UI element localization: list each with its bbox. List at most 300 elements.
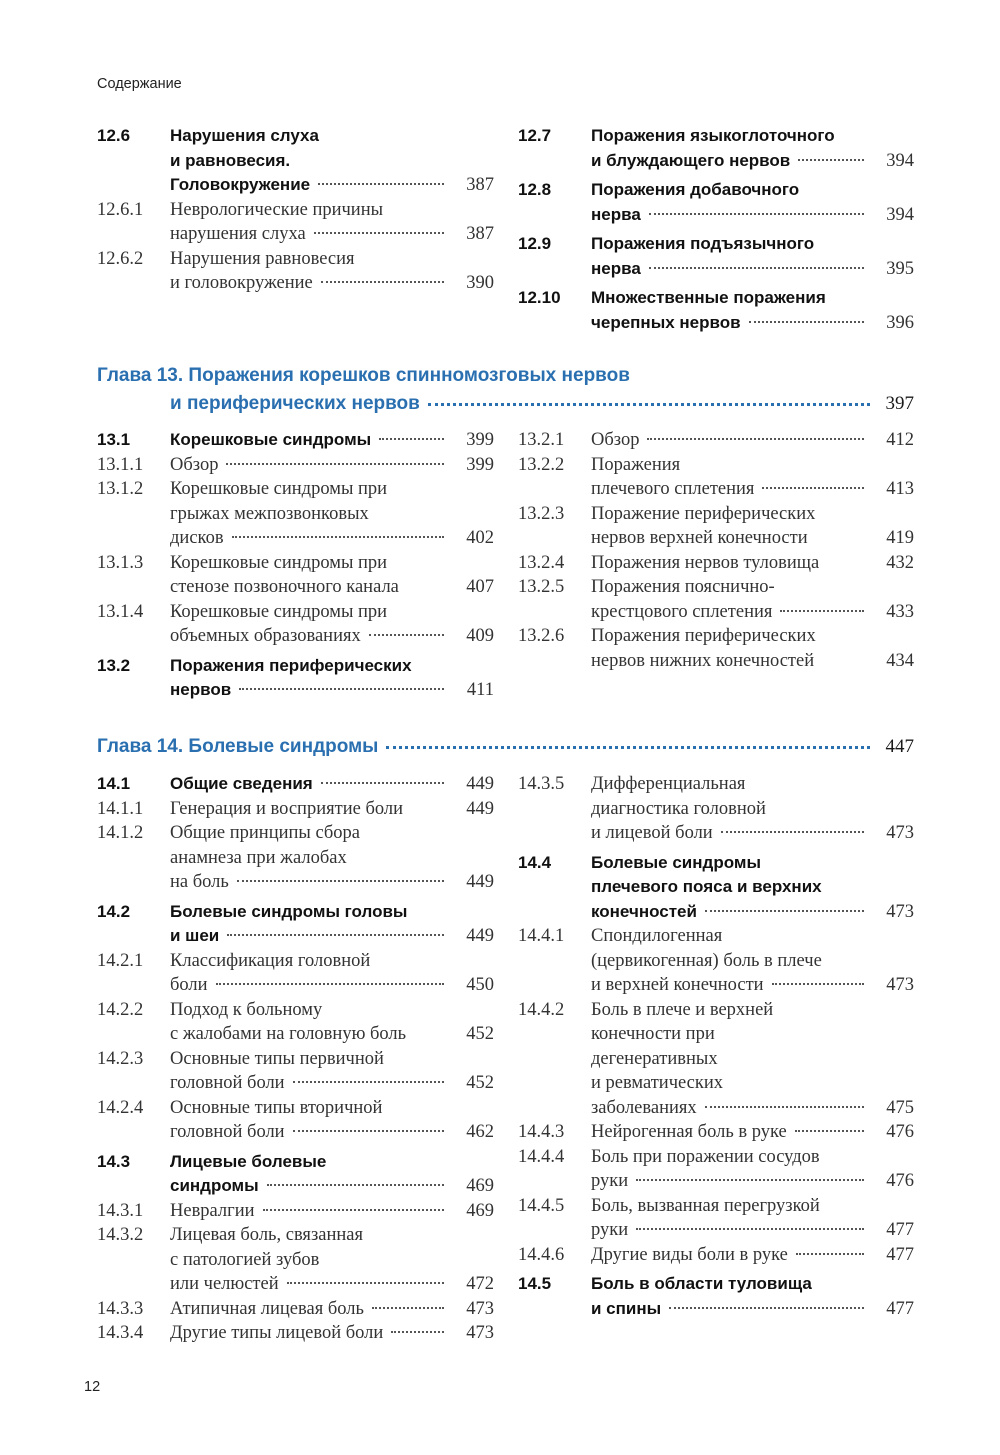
entry-title-line: Боль при поражении сосудов [591, 1146, 820, 1167]
section-number: 14.3.4 [97, 1323, 144, 1343]
dot-leader [772, 983, 864, 985]
entry-page-number: 475 [886, 1097, 914, 1118]
section-number: 14.3.2 [97, 1225, 144, 1245]
entry-title [591, 924, 914, 998]
entry-title [591, 232, 914, 281]
toc-entry[interactable] [97, 772, 494, 797]
section-number: 14.2.3 [97, 1048, 144, 1069]
toc-entry[interactable] [97, 1096, 494, 1145]
entry-title [170, 600, 494, 649]
dot-leader [239, 688, 444, 690]
running-head: Содержание [97, 76, 182, 92]
dot-leader [669, 1307, 864, 1309]
entry-title-line: Поражения добавочного [591, 180, 800, 199]
dot-leader [287, 1282, 444, 1284]
entry-page-number: 396 [886, 312, 914, 333]
toc-entry[interactable] [518, 286, 914, 335]
dot-leader [321, 281, 444, 283]
section-number: 14.3.3 [97, 1298, 144, 1319]
toc-column [518, 124, 914, 335]
entry-title-line: Подход к больному [170, 999, 323, 1020]
entry-title-line: Болевые синдромы [591, 852, 761, 872]
entry-title [591, 502, 914, 551]
entry-title [591, 624, 914, 673]
section-number: 14.4.3 [518, 1122, 565, 1142]
entry-title [170, 1223, 494, 1297]
entry-page-number: 409 [466, 626, 494, 646]
section-number: 14.2.1 [97, 950, 144, 971]
entry-title-line: Поражение периферических [591, 503, 816, 524]
entry-title-line: черепных нервов [591, 312, 741, 332]
section-number: 12.9 [518, 234, 552, 253]
section-number: 14.2 [97, 901, 131, 921]
dot-leader [705, 1106, 864, 1108]
section-number: 13.1.2 [97, 479, 144, 499]
toc-entry[interactable] [97, 998, 494, 1047]
entry-title [170, 551, 494, 600]
section-number: 12.6.2 [97, 248, 144, 269]
entry-title-line: дегенеративных [591, 1048, 718, 1069]
section-number: 13.2 [97, 655, 131, 675]
toc-entry[interactable] [97, 1223, 494, 1297]
entry-title-line: нервов [170, 680, 232, 699]
entry-title [591, 575, 914, 624]
entry-title-line: Множественные поражения [591, 288, 826, 307]
entry-page-number: 394 [886, 204, 914, 225]
entry-page-number: 472 [466, 1274, 494, 1294]
entry-title-line: синдромы [170, 1176, 259, 1195]
chapter-page-number: 447 [885, 736, 914, 757]
entry-title [170, 247, 494, 296]
entry-title [591, 998, 914, 1121]
entry-page-number: 432 [886, 552, 914, 573]
entry-page-number: 449 [466, 872, 494, 892]
toc-entry[interactable] [97, 247, 494, 296]
entry-title-line: и равновесия. [170, 150, 291, 170]
dot-leader [232, 536, 444, 538]
dot-leader [636, 1179, 864, 1181]
dot-leader [391, 1331, 444, 1333]
entry-page-number: 452 [466, 1073, 494, 1093]
entry-page-number: 452 [466, 1024, 494, 1044]
entry-title-line: с патологией зубов [170, 1249, 320, 1270]
section-number: 13.2.2 [518, 454, 565, 475]
entry-title-line: Генерация и восприятие боли [170, 798, 403, 819]
entry-title-line: плечевого пояса и верхних [591, 877, 822, 896]
entry-title-line: дисков [170, 528, 224, 548]
section-number: 14.3 [97, 1151, 131, 1171]
dot-leader [293, 1081, 444, 1083]
entry-title-line: Обзор [170, 454, 219, 475]
toc-entry[interactable] [518, 178, 914, 227]
section-number: 14.2.2 [97, 999, 144, 1020]
entry-title [591, 453, 914, 502]
entry-title-line: Боль в плече и верхней [591, 999, 774, 1020]
entry-title-line: конечности при [591, 1024, 715, 1044]
entry-title-line: Лицевые болевые [170, 1151, 327, 1171]
entry-page-number: 462 [466, 1122, 494, 1142]
toc-entry[interactable] [97, 821, 494, 895]
entry-page-number: 399 [466, 430, 494, 450]
entry-title-line: объемных образованиях [170, 626, 361, 646]
dot-leader [647, 438, 864, 440]
entry-title-line: головной боли [170, 1122, 285, 1142]
dot-leader [321, 782, 444, 784]
section-number: 14.4.4 [518, 1146, 565, 1167]
entry-title-line: Поражения периферических [170, 655, 412, 675]
entry-title-line: Другие типы лицевой боли [170, 1323, 384, 1343]
dot-leader [649, 267, 864, 269]
entry-title-line: Поражения языкоглоточного [591, 126, 835, 145]
entry-title [170, 797, 494, 822]
entry-title-line: Обзор [591, 430, 640, 450]
entry-title [170, 1297, 494, 1322]
chapter-14-heading[interactable] [97, 733, 914, 761]
entry-title-line: руки [591, 1220, 629, 1240]
section-number: 13.1.4 [97, 601, 144, 622]
entry-title [591, 1120, 914, 1145]
dot-leader [372, 1307, 444, 1309]
entry-title-line: и ревматических [591, 1073, 724, 1093]
toc-entry[interactable] [518, 1243, 914, 1268]
section-number: 13.2.3 [518, 503, 565, 524]
entry-title-line: Спондилогенная [591, 926, 723, 946]
toc-entry[interactable] [518, 551, 914, 576]
entry-title-line: крестцового сплетения [591, 601, 773, 622]
entry-title-line: (цервикогенная) боль в плече [591, 950, 822, 971]
toc-entry[interactable] [518, 924, 914, 998]
section-number: 14.3.1 [97, 1200, 144, 1221]
dot-leader [227, 934, 444, 936]
entry-title-line: нарушения слуха [170, 224, 306, 244]
entry-page-number: 449 [466, 798, 494, 819]
entry-title [591, 1272, 914, 1321]
section-number: 14.5 [518, 1274, 552, 1293]
dot-leader [795, 1130, 864, 1132]
entry-title-line: Дифференциальная [591, 774, 746, 794]
toc-entry[interactable] [518, 124, 914, 173]
toc-column [97, 428, 494, 703]
dot-leader [263, 1209, 444, 1211]
entry-title [170, 428, 494, 453]
dot-leader [293, 1130, 444, 1132]
entry-title-line: Корешковые синдромы при [170, 552, 388, 573]
entry-page-number: 411 [466, 680, 494, 700]
section-number: 14.1 [97, 774, 131, 793]
entry-title [170, 453, 494, 478]
section-number: 13.2.1 [518, 430, 565, 450]
toc-entry[interactable] [97, 600, 494, 649]
toc-column [97, 124, 494, 296]
dot-leader [721, 831, 864, 833]
entry-title-line: с жалобами на головную боль [170, 1024, 407, 1044]
entry-title [170, 1150, 494, 1199]
toc-column [518, 428, 914, 673]
section-number: 14.4.5 [518, 1195, 565, 1216]
entry-title [170, 124, 494, 198]
entry-title-line: Боль, вызванная перегрузкой [591, 1195, 820, 1216]
section-number: 14.1.2 [97, 823, 144, 843]
toc-entry[interactable] [97, 1297, 494, 1322]
entry-page-number: 387 [466, 224, 494, 244]
toc-entry[interactable] [518, 453, 914, 502]
entry-title-line: руки [591, 1171, 629, 1191]
entry-title-line: или челюстей [170, 1274, 279, 1294]
entry-title-line: Общие сведения [170, 774, 313, 793]
entry-page-number: 477 [886, 1244, 914, 1265]
entry-title [591, 178, 914, 227]
entry-title-line: конечностей [591, 901, 697, 921]
entry-page-number: 402 [466, 528, 494, 548]
entry-title-line: и шеи [170, 926, 220, 945]
toc-entry[interactable] [97, 453, 494, 478]
dot-leader [379, 438, 444, 440]
entry-title-line: анамнеза при жалобах [170, 847, 347, 868]
entry-title-line: Общие принципы сбора [170, 823, 361, 843]
toc-entry[interactable] [97, 654, 494, 703]
toc-entry[interactable] [518, 1145, 914, 1194]
section-number: 14.3.5 [518, 774, 565, 794]
entry-title-line: и спины [591, 1298, 662, 1318]
toc-entry[interactable] [97, 477, 494, 551]
entry-title [591, 124, 914, 173]
entry-title-line: диагностика головной [591, 798, 766, 819]
section-number: 13.2.6 [518, 626, 565, 646]
entry-page-number: 407 [466, 577, 494, 597]
chapter-title-line [97, 362, 914, 390]
dot-leader [226, 463, 444, 465]
toc-entry[interactable] [97, 1321, 494, 1346]
entry-title-line: Атипичная лицевая боль [170, 1298, 364, 1319]
section-number: 13.2.4 [518, 552, 565, 573]
section-number: 14.2.4 [97, 1097, 144, 1118]
entry-page-number: 387 [466, 175, 494, 195]
section-number: 13.1 [97, 430, 131, 449]
dot-leader [796, 1253, 864, 1255]
toc-entry[interactable] [518, 232, 914, 281]
section-number: 12.6.1 [97, 199, 144, 220]
entry-title [591, 1194, 914, 1243]
entry-title-line: Поражения периферических [591, 626, 816, 646]
entry-title [591, 428, 914, 453]
toc-entry[interactable] [518, 772, 914, 846]
chapter-13-heading[interactable] [97, 362, 914, 418]
entry-title-line: Поражения нервов туловища [591, 552, 820, 573]
toc-entry[interactable] [518, 575, 914, 624]
toc-entry[interactable] [518, 998, 914, 1121]
entry-title [591, 851, 914, 925]
entry-page-number: 413 [886, 479, 914, 499]
entry-page-number: 473 [886, 901, 914, 922]
chapter-title-line [97, 390, 914, 418]
chapter-title: Глава 13. Поражения корешков спинномозговых нервов [97, 365, 630, 386]
section-number: 14.4.2 [518, 999, 565, 1020]
section-number: 12.8 [518, 180, 552, 199]
toc-entry[interactable] [518, 851, 914, 925]
section-number: 12.6 [97, 126, 131, 145]
entry-title-line: Нейрогенная боль в руке [591, 1122, 787, 1142]
dot-leader [267, 1184, 444, 1186]
entry-title [591, 286, 914, 335]
entry-title [170, 1047, 494, 1096]
entry-title-line: Основные типы вторичной [170, 1097, 383, 1118]
toc-entry[interactable] [97, 124, 494, 198]
dot-leader [649, 213, 864, 215]
toc-column [97, 772, 494, 1346]
toc-entry[interactable] [97, 1199, 494, 1224]
entry-title [170, 949, 494, 998]
entry-title-line: и лицевой боли [591, 823, 713, 843]
toc-entry[interactable] [518, 1194, 914, 1243]
toc-entry[interactable] [97, 1150, 494, 1199]
entry-page-number: 449 [466, 774, 494, 794]
entry-title-line: грыжах межпозвонковых [170, 503, 369, 524]
entry-page-number: 476 [886, 1171, 914, 1191]
entry-title-line: Неврологические причины [170, 199, 384, 220]
entry-page-number: 395 [886, 258, 914, 279]
entry-page-number: 390 [466, 273, 494, 293]
entry-page-number: 412 [886, 430, 914, 450]
chapter-title-cont: и периферических нервов [170, 393, 420, 414]
dot-leader [216, 983, 444, 985]
dot-leader [762, 487, 864, 489]
entry-title [170, 1096, 494, 1145]
entry-page-number: 477 [886, 1220, 914, 1240]
dot-leader [237, 880, 444, 882]
entry-title [170, 998, 494, 1047]
entry-title-line: Классификация головной [170, 950, 371, 971]
entry-title-line: и головокружение [170, 273, 313, 293]
entry-title-line: Болевые синдромы головы [170, 901, 408, 921]
section-number: 13.1.3 [97, 552, 144, 573]
dot-leader [428, 403, 870, 406]
entry-page-number: 399 [466, 454, 494, 475]
entry-title-line: Поражения [591, 454, 681, 475]
entry-title-line: Поражения пояснично- [591, 577, 775, 597]
entry-title-line: Корешковые синдромы [170, 430, 372, 449]
toc-entry[interactable] [518, 1120, 914, 1145]
dot-leader [636, 1228, 864, 1230]
entry-title [170, 900, 494, 949]
section-number: 14.4.1 [518, 926, 565, 946]
toc-entry[interactable] [97, 1047, 494, 1096]
entry-title-line: головной боли [170, 1073, 285, 1093]
entry-title [170, 1321, 494, 1346]
entry-title-line: на боль [170, 872, 229, 892]
dot-leader [318, 183, 444, 185]
entry-title-line: и блуждающего нервов [591, 150, 791, 170]
entry-title-line: нерва [591, 204, 641, 224]
toc-entry[interactable] [97, 198, 494, 247]
dot-leader [798, 159, 864, 161]
toc-column [518, 772, 914, 1321]
chapter-title-line [97, 733, 914, 761]
section-number: 12.7 [518, 126, 552, 145]
dot-leader [749, 321, 864, 323]
entry-title-line: Основные типы первичной [170, 1048, 384, 1069]
entry-page-number: 469 [466, 1200, 494, 1221]
section-number: 13.1.1 [97, 454, 144, 475]
section-number: 12.10 [518, 288, 561, 307]
entry-page-number: 473 [466, 1323, 494, 1343]
entry-title-line: стенозе позвоночного канала [170, 577, 399, 597]
entry-title-line: заболеваниях [591, 1097, 697, 1118]
entry-title [591, 1145, 914, 1194]
entry-title-line: Нарушения равновесия [170, 248, 355, 269]
section-number: 14.1.1 [97, 798, 144, 819]
entry-title-line: Лицевая боль, связанная [170, 1225, 363, 1245]
entry-page-number: 469 [466, 1176, 494, 1196]
entry-title-line: боли [170, 975, 208, 995]
toc-entry[interactable] [518, 1272, 914, 1321]
entry-title [170, 1199, 494, 1224]
toc-entry[interactable] [97, 797, 494, 822]
section-number: 14.4.6 [518, 1244, 565, 1265]
entry-title [170, 654, 494, 703]
entry-page-number: 433 [886, 601, 914, 622]
entry-page-number: 476 [886, 1122, 914, 1142]
entry-page-number: 473 [886, 823, 914, 843]
entry-page-number: 394 [886, 150, 914, 171]
toc-entry[interactable] [518, 502, 914, 551]
entry-title-line: нервов верхней конечности [591, 528, 808, 548]
entry-title-line: и верхней конечности [591, 975, 764, 995]
entry-title [591, 1243, 914, 1268]
toc-entry[interactable] [518, 624, 914, 673]
dot-leader [369, 634, 444, 636]
entry-title-line: Поражения подъязычного [591, 234, 815, 253]
chapter-page-number: 397 [885, 393, 914, 414]
dot-leader [705, 910, 864, 912]
dot-leader [314, 232, 444, 234]
entry-title-line: Головокружение [170, 175, 311, 194]
entry-page-number: 434 [886, 650, 914, 671]
entry-title-line: Корешковые синдромы при [170, 601, 388, 622]
entry-page-number: 450 [466, 975, 494, 995]
entry-title-line: нервов нижних конечностей [591, 650, 815, 671]
page-number: 12 [84, 1379, 101, 1395]
entry-title [170, 772, 494, 797]
dot-leader [386, 746, 870, 749]
entry-title [170, 821, 494, 895]
entry-page-number: 449 [466, 926, 494, 946]
toc-entry[interactable] [97, 428, 494, 453]
entry-page-number: 477 [886, 1298, 914, 1319]
section-number: 14.4 [518, 852, 552, 872]
entry-page-number: 473 [466, 1298, 494, 1319]
entry-title [170, 477, 494, 551]
toc-entry[interactable] [518, 428, 914, 453]
entry-title-line: плечевого сплетения [591, 479, 755, 499]
toc-entry[interactable] [97, 551, 494, 600]
entry-title-line: Другие виды боли в руке [591, 1244, 788, 1265]
toc-entry[interactable] [97, 949, 494, 998]
entry-title [170, 198, 494, 247]
entry-title-line: Нарушения слуха [170, 126, 319, 145]
entry-title-line: Невралгии [170, 1200, 255, 1221]
toc-entry[interactable] [97, 900, 494, 949]
entry-title [591, 772, 914, 846]
section-number: 13.2.5 [518, 577, 565, 597]
chapter-title: Глава 14. Болевые синдромы [97, 736, 379, 757]
entry-title [591, 551, 914, 576]
entry-page-number: 473 [886, 975, 914, 995]
entry-title-line: нерва [591, 258, 641, 278]
dot-leader [780, 610, 864, 612]
entry-page-number: 419 [886, 528, 914, 548]
entry-title-line: Боль в области туловища [591, 1274, 812, 1293]
entry-title-line: Корешковые синдромы при [170, 479, 388, 499]
